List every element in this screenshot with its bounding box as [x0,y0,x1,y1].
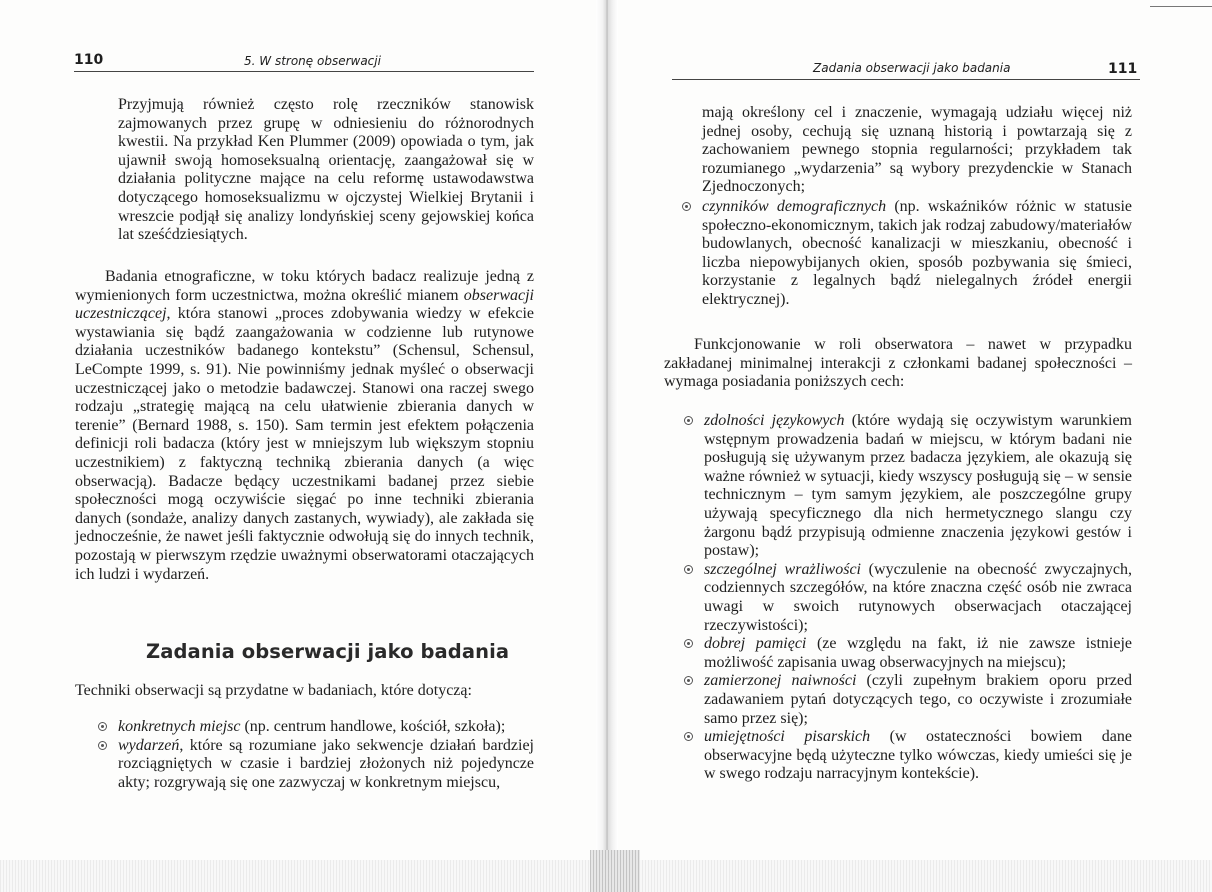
right-page [606,0,1212,892]
bullet-icon [98,722,107,731]
list-item: zdolności językowych (które wydają się oczywistym warunkiem wstępnym prowadzenia badań w miejscu, w którym badani nie posługują się używanym przez badacza językiem, ale okazują się ważne również w sytuacji, kiedy wszyscy posługują się – w sensie technicznym – tym samym językiem, ale poszczególne grupy używają specyficznego dla nich hermetycznego slangu czy żargonu bądź przypisują odmienne znaczenia językowi gestów i postaw); [678,412,1132,561]
bullet-icon [98,741,107,750]
bullet-icon [684,639,693,648]
list-item: czynników demograficznych (np. wskaźników różnic w statusie społeczno-ekonomicznym, takich jak rodzaj zabudowy/materiałów budowlanych, obecność kanalizacji w mieszkaniu, obecność i liczba niepowybijanych okien, sposób pozbywania się śmieci, korzystanie z legalnych bądź nielegalnych źródeł energii elektrycznej). [676,198,1132,310]
bullet-icon [684,416,693,425]
list-item: konkretnych miejsc (np. centrum handlowe, kościół, szkoła); [92,718,534,737]
header-rule-right [672,79,1140,80]
list-item: szczególnej wrażliwości (wyczulenie na obecność zwyczajnych, codziennych szczegółów, na które znaczna część osób nie zwraca uwagi w swoich rutynowych obserwacjach otaczającej rzeczywistości); [678,561,1132,635]
page-number-right: 111 [1108,61,1138,77]
running-title-right: Zadania obserwacji jako badania [813,61,1011,75]
paragraph-1: Przyjmują również często rolę rzeczników stanowisk zajmowanych przez grupę w odniesieniu do różnorodnych kwestii. Na przykład Ken Plummer (2009) opowiada o tym, jak ujawnił swoją homoseksualną orientację, zaangażował się w działania polityczne mające na celu reformę ustawodawstwa dotyczącego homoseksualizmu w ojczystej Wielkiej Brytanii i wreszcie podjął się analizy londyńskiej sceny gejowskiej końca lat sześćdziesiątych. [118,96,534,244]
intro-sentence: Techniki obserwacji są przydatne w badaniach, które dotyczą: [75,682,472,699]
section-heading: Zadania obserwacji jako badania [146,640,510,663]
spine-shadow [590,850,640,892]
paragraph-2: Badania etnograficzne, w toku których badacz realizuje jedną z wymienionych form uczestnictwa, można określić mianem obserwacji uczestniczącej, która stanowi „proces zdobywania wiedzy w efekcie wystawiania się bądź zaangażowania w codzienne lub rutynowe działania uczestników badanego kontekstu” (Schensul, Schensul, LeCompte 1999, s. 91). Nie powinniśmy jednak myśleć o obserwacji uczestniczącej jako o metodzie badawczej. Stanowi ona raczej swego rodzaju „strategię mającą na celu ułatwienie zbierania danych w terenie” (Bernard 1988, s. 150). Sam termin jest efektem połączenia definicji roli badacza (który jest w mniejszym lub większym stopniu uczestnikiem) z faktyczną techniką zbierania danych (a więc obserwacją). Badacze będący uczestnikami badanej przez siebie społeczności mogą oczywiście sięgać po inne techniki zbierania danych (sondaże, analizy danych zastanych, wywiady), ale zakłada się jednocześnie, że nawet jeśli faktycznie odwołują się do innych technik, pozostają w pierwszym rzędzie uważnymi obserwatorami otaczających ich ludzi i wydarzeń. [75,268,534,583]
list-item: zamierzonej naiwności (czyli zupełnym brakiem oporu przed zadawaniem pytań dotyczących tego, co oczywiste i zrozumiałe samo przez się); [678,672,1132,728]
bullet-list-right [678,412,1132,784]
scan-edge-line [1150,6,1212,7]
bullet-icon [682,202,691,211]
book-gutter [596,0,618,892]
list-item: dobrej pamięci (ze względu na fakt, iż nie zawsze istnieje możliwość zapisania uwag obserwacyjnych na miejscu); [678,635,1132,672]
header-rule-left [74,71,534,72]
running-title-left: 5. W stronę obserwacji [244,54,381,68]
paragraph-observer: Funkcjonowanie w roli obserwatora – nawet w przypadku zakładanej minimalnej interakcji z członkami badanej społeczności – wymaga posiadania poniższych cech: [664,336,1132,391]
bullet-icon [684,676,693,685]
continuation-text: mają określony cel i znaczenie, wymagają udziału więcej niż jednej osoby, cechują się uznaną historią i powtarzają się z zachowaniem pewnego stopnia regularności; przykładem tak rozumianego „wydarzenia” są wybory prezydenckie w Stanach Zjednoczonych; [702,104,1132,196]
list-item: umiejętności pisarskich (w ostateczności bowiem dane obserwacyjne będą użyteczne tylko wówczas, kiedy umieści się je w swego rodzaju narracyjnym kontekście). [678,728,1132,784]
bullet-list-left [92,718,534,792]
list-item: wydarzeń, które są rozumiane jako sekwencje działań bardziej rozciągniętych w czasie i bardziej złożonych niż pojedyncze akty; rozgrywają się one zazwyczaj w konkretnym miejscu, [92,737,534,793]
bullet-icon [684,565,693,574]
page-number-left: 110 [74,52,104,68]
bullet-icon [684,732,693,741]
bullet-list-right-top [676,198,1132,310]
